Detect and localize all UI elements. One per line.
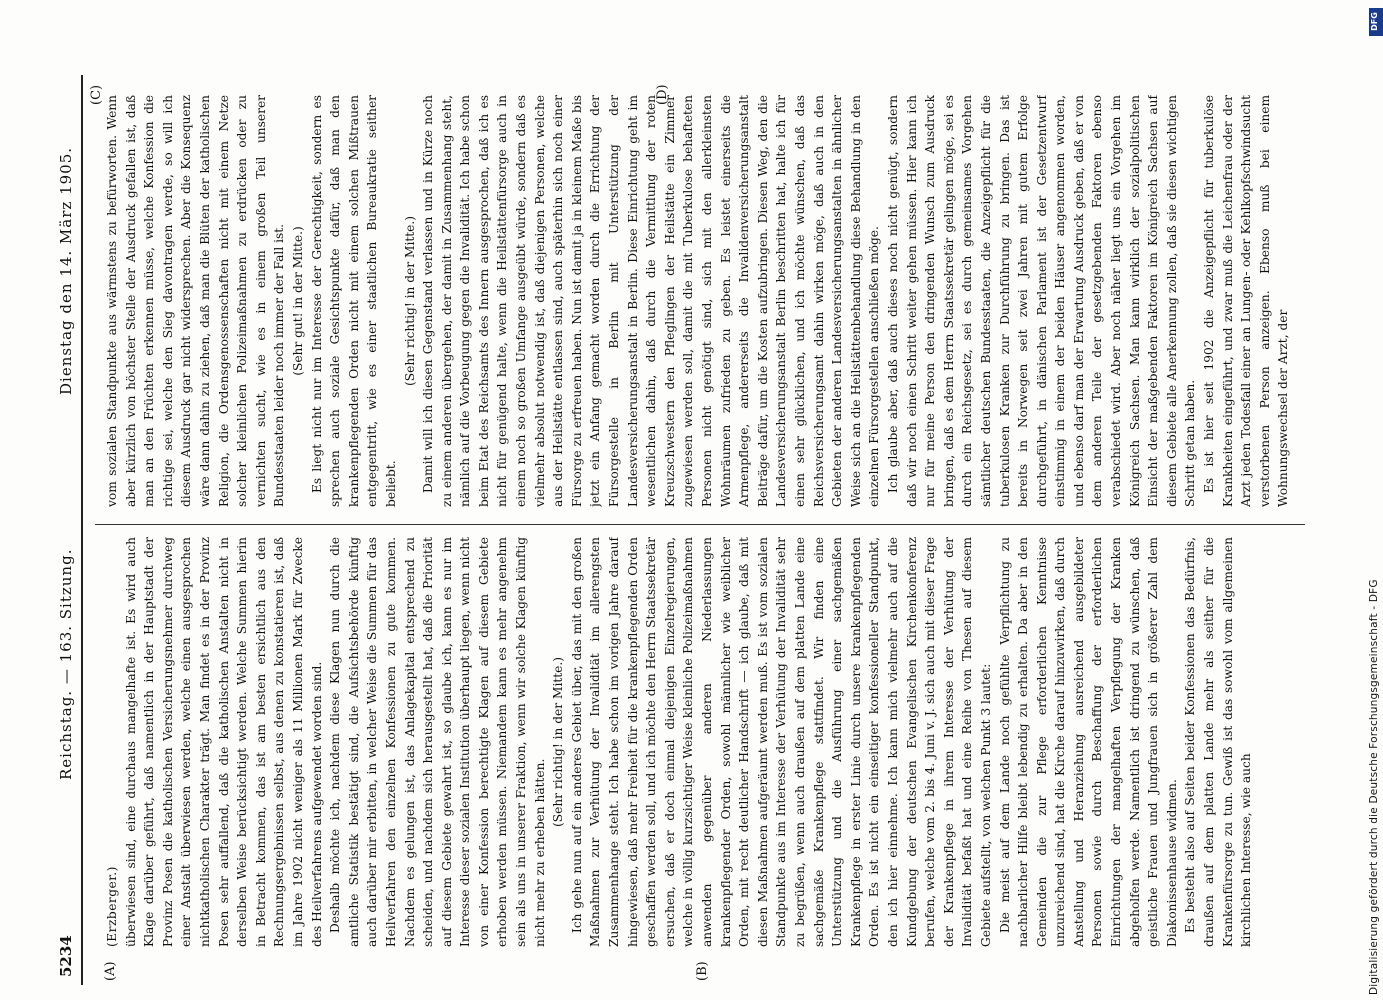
speaker-name: (Erzberger.) bbox=[105, 866, 119, 947]
text-column-right bbox=[103, 95, 1303, 507]
column-divider bbox=[95, 524, 1305, 525]
interjection: (Sehr gut! in der Mitte.) bbox=[290, 226, 305, 376]
paragraph: überwiesen sind, eine durchaus mangelhafte ist. Es wird auch Klage darüber geführt, daß namentlich in der Hauptstadt der Provinz Posen die katholischen Versicherungsnehmer durchweg einer Anstalt überwiesen werden, welche einen ausgesprochen nichtkatholischen Charakter trägt. Man findet es in der Provinz Posen sehr auffallend, daß die katholischen Anstalten nicht in derselben Weise berücksichtigt werden. Welche Summen hierin in Betracht kommen, das ist am besten ersichtlich aus den Rechnungsergebnissen selbst, aus denen zu konstatieren ist, daß im Jahre 1902 nicht weniger als 11 Millionen Mark für Zwecke des Heilverfahrens aufgewendet worden sind. bbox=[123, 537, 324, 947]
text-column-left bbox=[103, 537, 1303, 947]
margin-marker-d: (D) bbox=[655, 84, 670, 105]
header-session: Reichstag. — 163. Sitzung. bbox=[57, 548, 75, 780]
paragraph: Es liegt nicht nur im Interesse der Gerechtigkeit, sondern es sprechen auch soziale Gesichtspunkte dafür, daß man den krankenpflegenden Orden nicht mit einem solchen Mißtrauen entgegentritt, wie es einer staatlichen Bureaukratie seither beliebt. bbox=[309, 95, 398, 507]
rotated-page-content bbox=[55, 75, 1320, 985]
page-number: 5234 bbox=[57, 935, 75, 977]
margin-marker-b: (B) bbox=[695, 961, 710, 981]
margin-marker-c: (C) bbox=[89, 84, 104, 105]
interjection: (Sehr richtig! in der Mitte.) bbox=[551, 657, 566, 827]
quotation: Die meist auf dem Lande noch gefühlte Verpflichtung zu nachbarlicher Hilfe bleibt lebendig zu erhalten. Da aber in den Gemeinden die zur Pflege erforderlichen Kenntnisse unzureichend sind, hat die Kirche darauf hinzuwirken, daß durch Anstellung und Heranziehung ausreichend ausgebildeter Personen sowie durch Beschaffung der erforderlichen Einrichtungen der mangelhaften Verpflegung der Kranken abgeholfen werde. Namentlich ist dringend zu wünschen, daß geistliche Frauen und Jungfrauen sich in größerer Zahl dem Diakonissenhause widmen. bbox=[997, 537, 1179, 947]
paragraph: vom sozialen Standpunkte aus wärmstens zu befürworten. Wenn aber kürzlich von höchster Stelle der Ausdruck gefallen ist, daß man an den Früchten erkennen müsse, welche Konfession die richtige sei, welche den Sieg davontragen werde, so will ich diesem Ausdruck gar nicht widersprechen. Aber die Konsequenz wäre dann dahin zu ziehen, daß man die Blüten der katholischen Religion, die Ordensgenossenschaften nicht mit einem Netze solcher kleinlichen Polizeimaßnahmen zu erdrücken oder zu vernichten sucht, wie es in einem großen Teil unserer Bundesstaaten leider noch immer der Fall ist. bbox=[105, 95, 287, 507]
digitization-credit: Digitalisierung gefördert durch die Deutsche Forschungsgemeinschaft - DFG bbox=[1368, 579, 1380, 995]
paragraph: Es ist hier seit 1902 die Anzeigepflicht für tuberkulöse Krankheiten eingeführt, und zwar muß die Leichenfrau oder der Arzt jeden Todesfall einer an Lungen- oder Kehlkopfschwindsucht verstorbenen Person anzeigen. Ebenso muß bei einem Wohnungswechsel der Arzt, der bbox=[1202, 95, 1291, 507]
dfg-logo-text: DFG bbox=[1369, 12, 1379, 31]
paragraph: Ich gehe nun auf ein anderes Gebiet über, das mit den großen Maßnahmen zur Verhütung der Invalidität im allerengsten Zusammenhange steht. Ich habe schon im vorigen Jahre darauf hingewiesen, daß mehr Freiheit für die krankenpflegenden Orden geschaffen werden soll, und ich möchte den Herrn Staatssekretär ersuchen, daß er doch einmal diejenigen Einzelregierungen, welche in völlig kurzsichtiger Weise kleinliche Polizeimaßnahmen anwenden gegenüber anderen Niederlassungen krankenpflegender Orden, sowohl männlicher wie weiblicher Orden, mit recht deutlicher Handschrift — ich glaube, daß mit diesen Maßnahmen aufgeräumt werden muß. Es ist vom sozialen Standpunkte aus im Interesse der Verhütung der Invalidität sehr zu begrüßen, wenn auch draußen auf dem platten Lande eine sachgemäße Krankenpflege stattfindet. Wir finden eine Unterstützung und die Ausführung einer sachgemäßen Krankenpflege in erster Linie durch unsere krankenpflegenden Orden. Es ist nicht ein einseitiger konfessioneller Standpunkt, den ich hier einnehme. Ich kann mich vielmehr auch auf die Kundgebung der deutschen Evangelischen Kirchenkonferenz berufen, welche vom 2. bis 4. Juni v. J. sich auch mit dieser Frage der Krankenpflege in ihrem Interesse der Verhütung der Invalidität befaßt hat und eine Reihe von Thesen auf diesem Gebiete aufstellt, von welchen Punkt 3 lautet: bbox=[569, 537, 993, 947]
margin-marker-a: (A) bbox=[103, 961, 118, 981]
paragraph: Damit will ich diesen Gegenstand verlassen und in Kürze noch zu einem anderen übergehen, der damit in Zusammenhang steht, nämlich auf die Vorbeugung gegen die Invalidität. Ich habe schon beim Etat des Reichsamts des Innern ausgesprochen, daß ich es nicht für genügend halte, wenn die Heilstättenfürsorge auch in einem noch so großen Umfange ausgeübt würde, sondern daß es vielmehr absolut notwendig ist, daß diejenigen Personen, welche aus der Heilstätte entlassen sind, auch späterhin sich noch einer Fürsorge zu erfreuen haben. Nun ist damit ja in kleinem Maße bis jetzt ein Anfang gemacht worden durch die Errichtung der Fürsorgestelle in Berlin mit Unterstützung der Landesversicherungsanstalt in Berlin. Diese Einrichtung geht im wesentlichen dahin, daß durch die Vermittlung der roten Kreuzschwestern den Pfleglingen der Heilstätte ein Zimmer zugewiesen werden soll, damit die mit Tuberkulose behafteten Personen nicht genötigt sind, sich mit den allerkleinsten Wohnräumen zufrieden zu geben. Es leistet einerseits die Armenpflege, andererseits die Invalidenversicherungsanstalt Beiträge dafür, um die Kosten aufzubringen. Diesen Weg, den die Landesversicherungsanstalt Berlin beschritten hat, halte ich für einen sehr glücklichen, und ich möchte wünschen, daß das Reichsversicherungsamt dahin wirken möge, daß auch in den Gebieten der anderen Landesversicherungsanstalten in ähnlicher Weise sich an die Heilstättenbehandlung diese Behandlung in den einzelnen Fürsorgestellen anschließen möge. bbox=[421, 95, 882, 507]
interjection: (Sehr richtig! in der Mitte.) bbox=[402, 216, 417, 386]
paragraph: Es besteht also auf Seiten beider Konfessionen das Bedürfnis, draußen auf dem platten Lande mehr als seither für die Krankenfürsorge zu tun. Gewiß ist das sowohl vom allgemeinen kirchlichen Interesse, wie auch bbox=[1183, 537, 1254, 947]
header-date: Dienstag den 14. März 1905. bbox=[57, 146, 75, 395]
paragraph: Deshalb möchte ich, nachdem diese Klagen nun durch die amtliche Statistik bestätigt sind, die Aufsichtsbehörde künftig auch darüber mir erbitten, in welcher Weise die Summen für das Heilverfahren den einzelnen Konfessionen zu gute kommen. Nachdem es gelungen ist, das Anlagekapital entsprechend zu scheiden, und nachdem sich herausgestellt hat, daß die Priorität auf diesem Gebiete gewahrt ist, so glaube ich, kann es nur im Interesse dieser sozialen Institution überhaupt liegen, wenn nicht von einer Konfession berechtigte Klagen auf diesem Gebiete erhoben werden müssen. Niemandem kann es mehr angenehm sein als uns in unserer Fraktion, wenn wir solche Klagen künftig nicht mehr zu erheben hätten. bbox=[328, 537, 547, 947]
paragraph: Ich glaube aber, daß auch dieses noch nicht genügt, sondern daß wir noch einen Schritt weiter gehen müssen. Hier kann ich nur für meine Person den dringenden Wunsch zum Ausdruck bringen, daß es dem Herrn Staatssekretär gelingen möge, sei es durch ein Reichsgesetz, sei es durch gemeinsames Vorgehen sämtlicher deutschen Bundesstaaten, die Anzeigepflicht für die tuberkulosen Kranken zur Durchführung zu bringen. Das ist bereits in Norwegen seit zwei Jahren mit gutem Erfolge durchgeführt, in dänischen Parlament ist der Gesetzentwurf einstimmig in einem der beiden Häuser angenommen worden, und ebenso darf man der Erwartung Ausdruck geben, daß er von dem anderen Teile der gesetzgebenden Faktoren ebenso verabschiedet wird. Aber noch näher liegt uns ein Vorgehen im Königreich Sachsen. Man kann wirklich der sozialpolitischen Einsicht der maßgebenden Faktoren im Königreich Sachsen auf diesem Gebiete alle Anerkennung zollen, daß sie diesen wichtigen Schritt getan haben. bbox=[885, 95, 1198, 507]
header-rule bbox=[81, 75, 83, 985]
page-header bbox=[55, 75, 81, 985]
